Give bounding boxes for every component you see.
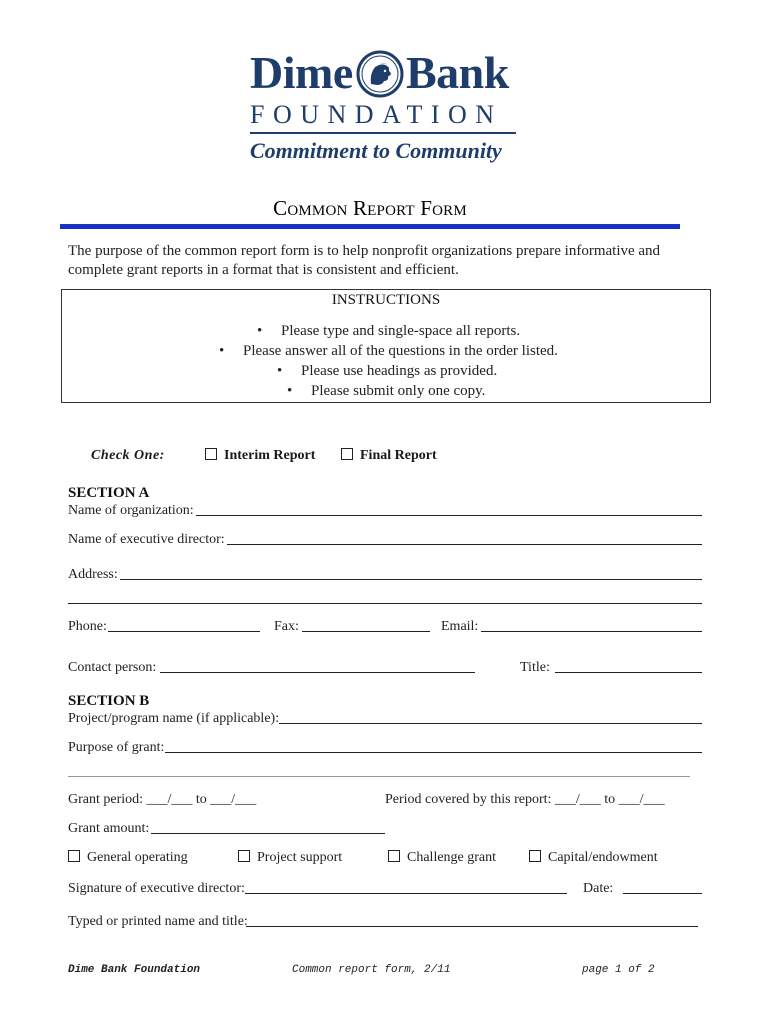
- checkbox-icon: [341, 448, 353, 460]
- project-support-label: Project support: [257, 850, 343, 865]
- instruction-item: • Please type and single-space all reports.: [257, 321, 520, 341]
- email-field[interactable]: [481, 631, 702, 632]
- address-field[interactable]: [120, 579, 702, 580]
- title-label: Title:: [520, 660, 550, 675]
- liberty-head-medallion-icon: [356, 50, 404, 98]
- period-covered-label: Period covered by this report: ___/___ to ___/___: [385, 792, 665, 807]
- checkbox-icon: [388, 850, 400, 862]
- challenge-grant-checkbox[interactable]: [388, 850, 496, 866]
- logo-foundation: FOUNDATION: [250, 100, 503, 129]
- email-label: Email:: [441, 619, 479, 634]
- purpose-field[interactable]: [165, 752, 702, 753]
- checkbox-icon: [529, 850, 541, 862]
- section-a-heading: SECTION A: [68, 485, 150, 501]
- fax-field[interactable]: [302, 631, 430, 632]
- address-field-line-2[interactable]: [68, 603, 702, 604]
- final-report-checkbox[interactable]: [341, 448, 437, 464]
- org-name-label: Name of organization:: [68, 503, 194, 518]
- title-underline-bar: [60, 224, 680, 229]
- project-name-field[interactable]: [279, 723, 702, 724]
- grant-period-label: Grant period: ___/___ to ___/___: [68, 792, 257, 807]
- purpose-label: Purpose of grant:: [68, 740, 165, 755]
- general-operating-label: General operating: [87, 850, 188, 865]
- title-field[interactable]: [555, 672, 702, 673]
- phone-field[interactable]: [108, 631, 260, 632]
- interim-report-label: Interim Report: [224, 448, 316, 463]
- footer-center: Common report form, 2/11: [292, 964, 451, 976]
- challenge-grant-label: Challenge grant: [407, 850, 497, 865]
- instructions-box: [61, 289, 711, 403]
- project-support-checkbox[interactable]: [238, 850, 342, 866]
- page-title: Common Report Form: [273, 196, 467, 220]
- intro-paragraph: The purpose of the common report form is to help nonprofit organizations prepare informative and complete grant reports in a format that is consistent and efficient.: [68, 243, 661, 278]
- footer-page-number: page 1 of 2: [582, 964, 655, 976]
- logo: [248, 48, 524, 98]
- instruction-item: • Please answer all of the questions in the order listed.: [219, 341, 558, 361]
- date-field[interactable]: [623, 893, 702, 894]
- signature-label: Signature of executive director:: [68, 881, 245, 896]
- capital-endowment-checkbox[interactable]: [529, 850, 658, 866]
- exec-director-field[interactable]: [227, 544, 702, 545]
- signature-field[interactable]: [245, 893, 567, 894]
- typed-name-field[interactable]: [246, 926, 698, 927]
- logo-tagline: Commitment to Community: [250, 138, 502, 163]
- footer-left: Dime Bank Foundation: [68, 964, 201, 976]
- checkbox-icon: [205, 448, 217, 460]
- address-label: Address:: [68, 567, 118, 582]
- date-label: Date:: [583, 881, 614, 896]
- logo-word-bank: Bank: [406, 47, 509, 98]
- final-report-label: Final Report: [360, 448, 437, 463]
- capital-endowment-label: Capital/endowment: [548, 850, 658, 865]
- purpose-field-line-2[interactable]: [68, 776, 690, 777]
- grant-amount-field[interactable]: [151, 833, 385, 834]
- contact-person-field[interactable]: [160, 672, 475, 673]
- exec-director-label: Name of executive director:: [68, 532, 225, 547]
- fax-label: Fax:: [274, 619, 299, 634]
- project-name-label: Project/program name (if applicable):: [68, 711, 280, 726]
- logo-divider: [250, 132, 516, 134]
- general-operating-checkbox[interactable]: [68, 850, 188, 866]
- instruction-item: • Please use headings as provided.: [277, 361, 497, 381]
- org-name-field[interactable]: [196, 515, 702, 516]
- section-b-heading: SECTION B: [68, 693, 150, 709]
- typed-name-label: Typed or printed name and title:: [68, 914, 248, 929]
- instruction-item: • Please submit only one copy.: [287, 381, 485, 401]
- instructions-heading: INSTRUCTIONS: [331, 292, 441, 308]
- check-one-label: Check One:: [91, 448, 165, 463]
- grant-amount-label: Grant amount:: [68, 821, 150, 836]
- interim-report-checkbox[interactable]: [205, 448, 315, 464]
- phone-label: Phone:: [68, 619, 107, 634]
- checkbox-icon: [68, 850, 80, 862]
- logo-word-dime: Dime: [250, 47, 353, 98]
- checkbox-icon: [238, 850, 250, 862]
- contact-person-label: Contact person:: [68, 660, 157, 675]
